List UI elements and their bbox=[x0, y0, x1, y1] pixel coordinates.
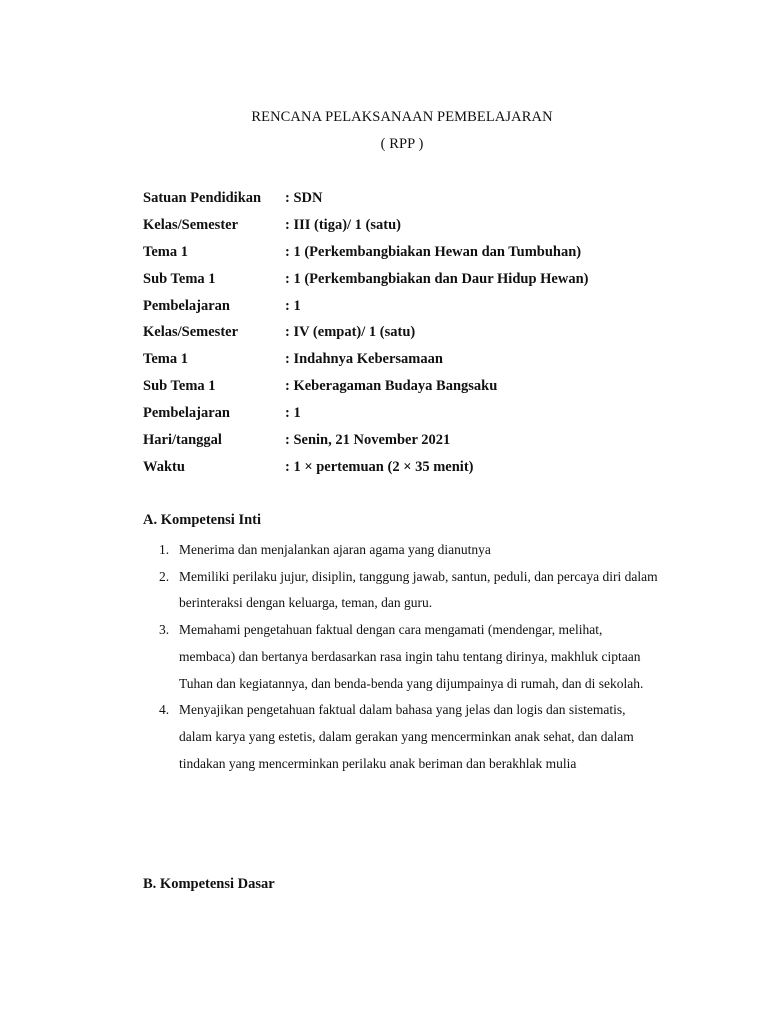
list-item bbox=[159, 617, 659, 697]
list-item bbox=[159, 697, 659, 777]
info-value: : III (tiga)/ 1 (satu) bbox=[285, 216, 401, 233]
info-value: : Keberagaman Budaya Bangsaku bbox=[285, 378, 498, 395]
list-item bbox=[159, 537, 659, 564]
info-value: : SDN bbox=[285, 190, 323, 206]
info-value: : Senin, 21 November 2021 bbox=[285, 432, 451, 449]
info-value: : 1 (Perkembangbiakan dan Daur Hidup Hewan) bbox=[285, 270, 589, 287]
info-label: Pembelajaran bbox=[143, 297, 230, 314]
list-item bbox=[159, 564, 659, 617]
info-label: Kelas/Semester bbox=[143, 324, 239, 341]
info-value: : 1 (Perkembangbiakan Hewan dan Tumbuhan) bbox=[285, 243, 582, 260]
info-label: Sub Tema 1 bbox=[143, 270, 216, 287]
info-value: : 1 × pertemuan (2 × 35 menit) bbox=[285, 458, 474, 475]
info-value: : 1 bbox=[285, 405, 301, 422]
info-label: Waktu bbox=[143, 458, 185, 475]
section-heading-kompetensi-inti: A. Kompetensi Inti bbox=[143, 512, 262, 528]
document-title: RENCANA PELAKSANAAN PEMBELAJARAN bbox=[251, 109, 553, 125]
list-item-number: 3. bbox=[159, 622, 170, 638]
info-label: Hari/tanggal bbox=[143, 432, 222, 449]
info-label: Kelas/Semester bbox=[143, 216, 239, 233]
document-subtitle: ( RPP ) bbox=[380, 136, 424, 152]
list-item-text: Menerima dan menjalankan ajaran agama yang dianutnya bbox=[179, 542, 491, 557]
info-label: Tema 1 bbox=[143, 351, 188, 368]
list-item-number: 2. bbox=[159, 568, 170, 584]
info-label: Tema 1 bbox=[143, 243, 188, 260]
info-label: Satuan Pendidikan bbox=[143, 190, 262, 206]
list-item-text: Menyajikan pengetahuan faktual dalam bahasa yang jelas dan logis dan sistematis, dalam karya yang estetis, dalam gerakan yang mencerminkan anak sehat, dan dalam tindakan yang mencerminkan perilaku anak beriman dan berakhlak mulia bbox=[179, 702, 634, 771]
list-item-text: Memahami pengetahuan faktual dengan cara mengamati (mendengar, melihat, membaca) dan bertanya berdasarkan rasa ingin tahu tentang dirinya, makhluk ciptaan Tuhan dan kegiatannya, dan benda-benda yang dijumpainya di rumah, dan di sekolah. bbox=[179, 622, 644, 691]
list-item-number: 1. bbox=[159, 542, 170, 557]
info-label: Sub Tema 1 bbox=[143, 378, 216, 395]
section-heading-kompetensi-dasar: B. Kompetensi Dasar bbox=[143, 876, 275, 892]
info-label: Pembelajaran bbox=[143, 405, 230, 422]
list-item-text: Memiliki perilaku jujur, disiplin, tanggung jawab, santun, peduli, dan percaya diri dalam berinteraksi dengan keluarga, teman, dan guru. bbox=[179, 568, 658, 611]
kompetensi-inti-list bbox=[159, 537, 659, 777]
list-item-number: 4. bbox=[159, 702, 170, 718]
info-value: : IV (empat)/ 1 (satu) bbox=[285, 324, 416, 341]
info-value: : 1 bbox=[285, 297, 301, 314]
info-value: : Indahnya Kebersamaan bbox=[285, 351, 443, 368]
